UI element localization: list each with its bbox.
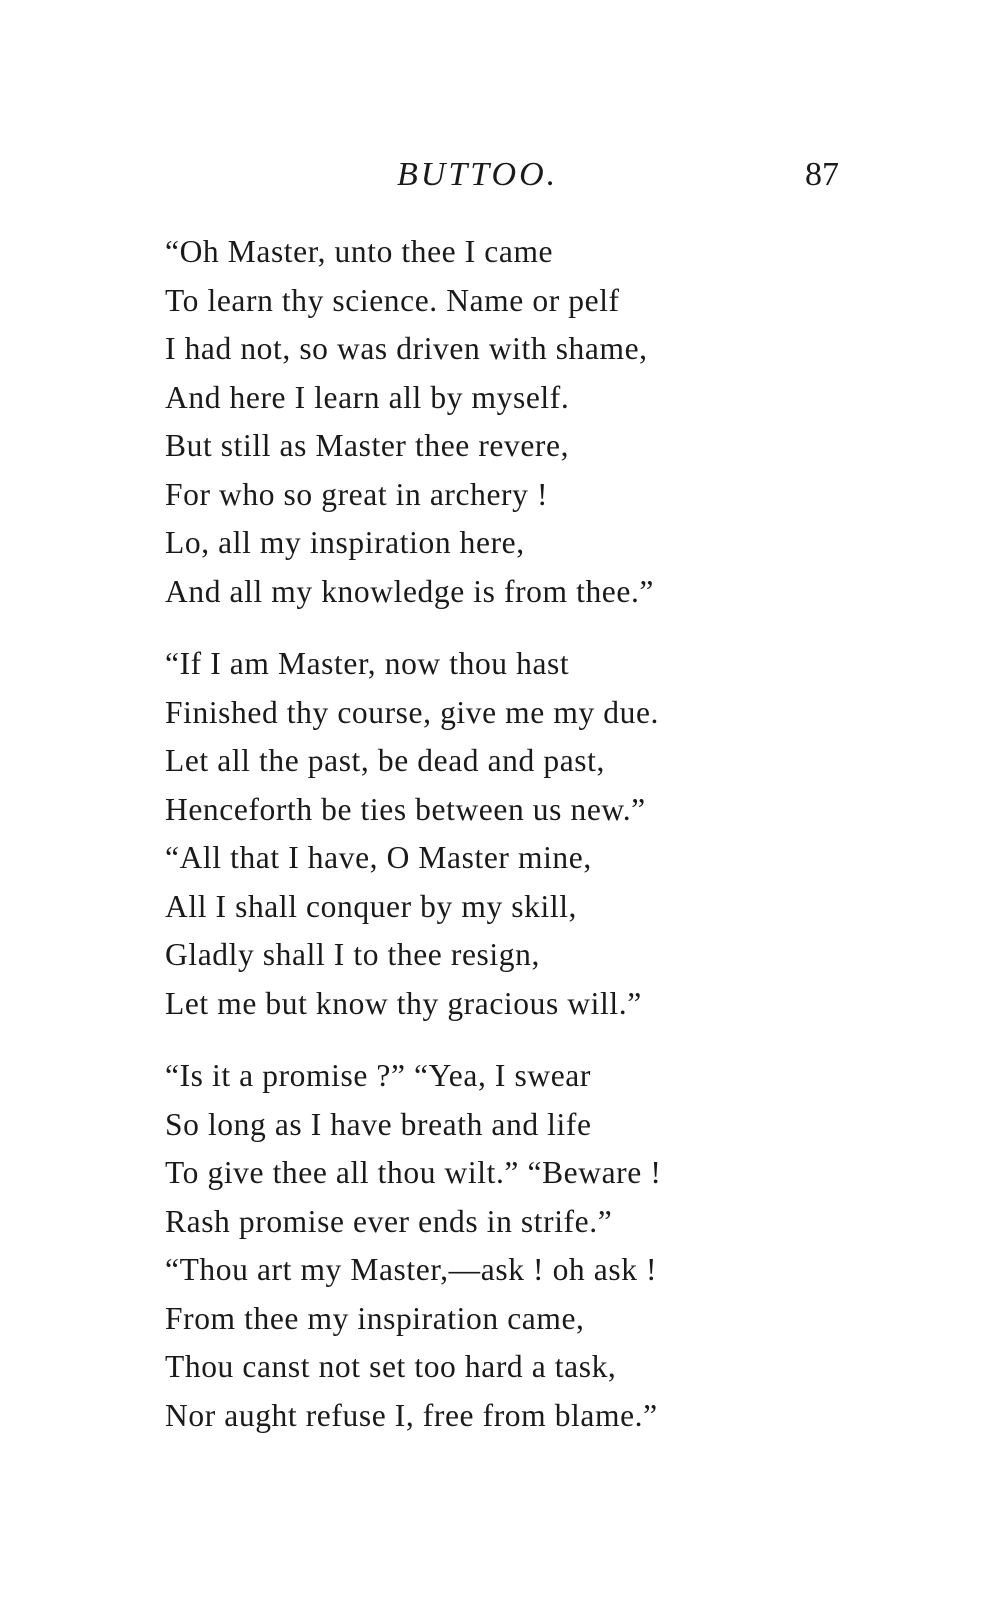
poem-line: But still as Master thee revere, <box>165 428 570 463</box>
poem-line: And all my knowledge is from thee.” <box>165 573 655 609</box>
stanza-3 <box>165 1052 845 1440</box>
poem-line: Gladly shall I to thee resign, <box>165 937 540 972</box>
poem-line: “Oh Master, unto thee I came <box>165 234 554 269</box>
poem-line: Rash promise ever ends in strife.” <box>165 1203 613 1239</box>
poem-line: “All that I have, O Master mine, <box>165 840 592 875</box>
poem-line: I had not, so was driven with shame, <box>165 331 648 366</box>
poem-line: For who so great in archery ! <box>165 476 549 512</box>
poem-line: “Is it a promise ?” “Yea, I swear <box>165 1058 591 1093</box>
poem-line: Lo, all my inspiration here, <box>165 525 525 560</box>
poem-line: Finished thy course, give me my due. <box>165 694 660 730</box>
poem-line: “If I am Master, now thou hast <box>165 646 570 681</box>
poem-line: Let me but know thy gracious will.” <box>165 985 642 1021</box>
running-title: BUTTOO. <box>397 156 559 193</box>
poem-line: To give thee all thou wilt.” “Beware ! <box>165 1155 662 1190</box>
poem-line: “Thou art my Master,—ask ! oh ask ! <box>165 1252 658 1287</box>
poem-line: All I shall conquer by my skill, <box>165 888 578 924</box>
poem-line: So long as I have breath and life <box>165 1106 592 1142</box>
page-number: 87 <box>805 156 839 193</box>
poem-line: From thee my inspiration came, <box>165 1300 585 1336</box>
poem-line: To learn thy science. Name or pelf <box>165 282 620 318</box>
poem-body <box>165 228 845 1440</box>
stanza-2 <box>165 640 845 1028</box>
poem-line: And here I learn all by myself. <box>165 379 570 415</box>
poem-line: Henceforth be ties between us new.” <box>165 791 646 827</box>
page-header <box>0 150 1000 200</box>
poem-line: Let all the past, be dead and past, <box>165 743 605 778</box>
stanza-1 <box>165 228 845 616</box>
poem-line: Thou canst not set too hard a task, <box>165 1349 617 1384</box>
poem-line: Nor aught refuse I, free from blame.” <box>165 1397 658 1433</box>
